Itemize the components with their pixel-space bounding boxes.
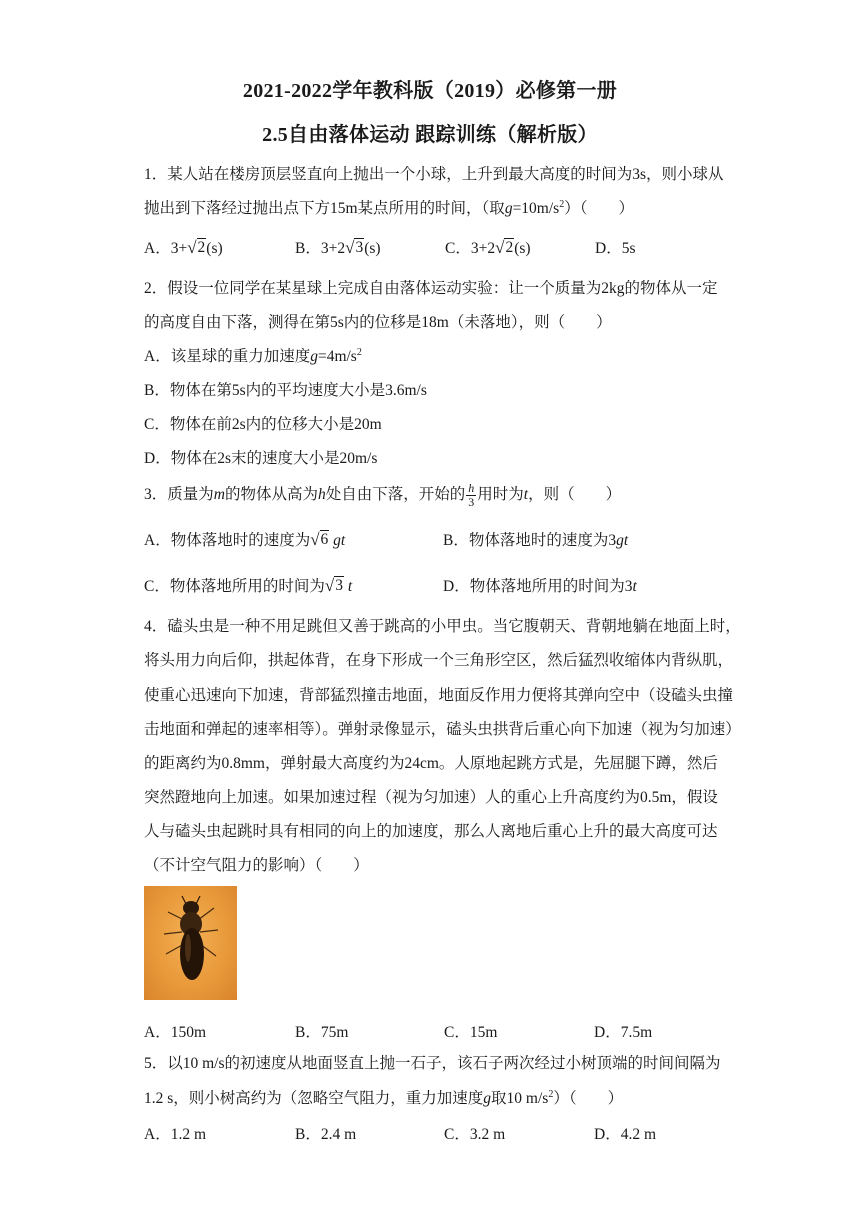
q5-option-b: B．2.4 m [295,1126,357,1143]
beetle-illustration [144,886,237,1000]
q5-stem-line1: 5．以10 m/s的初速度从地面竖直上抛一石子，该石子两次经过小树顶端的时间间隔为 [144,1055,721,1072]
document-subtitle: 2.5自由落体运动 跟踪训练（解析版） [262,124,598,146]
q3-option-c: C．物体落地所用的时间为 √ 3 t [144,576,353,595]
q5-option-c: C．3.2 m [444,1126,506,1143]
q4-stem-line3: 使重心迅速向下加速，背部猛烈撞击地面，地面反作用力便将其弹向空中（设磕头虫撞 [144,687,734,704]
q4-option-c: C．15m [444,1024,498,1041]
q4-stem-line1: 4．磕头虫是一种不用足跳但又善于跳高的小甲虫。当它腹朝天、背朝地躺在地面上时， [144,618,741,635]
q2-stem-line2: 的高度自由下落，测得在第5s内的位移是18m（未落地），则（ ） [144,314,612,331]
q2-option-c: C．物体在前2s内的位移大小是20m [144,416,382,433]
q4-stem-line6: 突然蹬地向上加速。如果加速过程（视为匀加速）人的重心上升高度约为0.5m，假设 [144,789,718,806]
q3-stem: 3．质量为m的物体从高为h处自由下落，开始的 $\frac{h}{3}$ 用时为t，则（ ） [144,481,622,509]
q1-stem-line2: 抛出到下落经过抛出点下方15m某点所用的时间，（取$g=10m/s^2$）（ ） [144,198,634,217]
q4-stem-line8: （不计空气阻力的影响）（ ） [144,857,369,874]
q2-option-a: A．该星球的重力加速度$g=4m/s^2$ [144,346,362,365]
q4-stem-line4: 击地面和弹起的速率相等）。弹射录像显示，磕头虫拱背后重心向下加速（视为匀加速） [144,721,741,738]
q3-option-d: D．物体落地所用的时间为3t [443,578,637,595]
q4-option-d: D．7.5m [594,1024,653,1041]
q4-stem-line7: 人与磕头虫起跳时具有相同的向上的加速度，那么人离地后重心上升的最大高度可达 [144,823,718,840]
q3-option-a: A．物体落地时的速度为 √ 6 gt [144,530,346,549]
q4-option-b: B．75m [295,1024,349,1041]
q2-stem-line1: 2．假设一位同学在某星球上完成自由落体运动实验：让一个质量为2kg的物体从一定 [144,280,718,297]
q1-option-c: C．3+2 √ 2 (s) [445,238,531,257]
q4-stem-line5: 的距离约为0.8mm，弹射最大高度约为24cm。人原地起跳方式是，先屈腿下蹲，然后 [144,755,718,772]
q5-option-d: D．4.2 m [594,1126,657,1143]
q3-option-b: B．物体落地时的速度为3gt [443,532,629,549]
q1-option-d: D．5s [595,240,636,257]
q1-stem-line1: 1．某人站在楼房顶层竖直向上抛出一个小球，上升到最大高度的时间为3s，则小球从 [144,166,724,183]
q4-stem-line2: 将头用力向后仰，拱起体背，在身下形成一个三角形空区，然后猛烈收缩体内背纵肌， [144,652,734,669]
q1-option-a: A．3+ √ 2 (s) [144,238,223,257]
q2-option-d: D．物体在2s末的速度大小是20m/s [144,450,378,467]
q1-option-b: B．3+2 √ 3 (s) [295,238,381,257]
q2-option-b: B．物体在第5s内的平均速度大小是3.6m/s [144,382,427,399]
q5-option-a: A．1.2 m [144,1126,207,1143]
click-beetle-photo [144,886,237,1000]
h-over-3-fraction: $\frac{h}{3}$ [468,481,475,509]
document-title: 2021-2022学年教科版（2019）必修第一册 [242,80,618,102]
q4-option-a: A．150m [144,1024,207,1041]
q5-stem-line2: 1.2 s，则小树高约为（忽略空气阻力，重力加速度g取10 $m/s^2$）（ ） [144,1088,624,1107]
